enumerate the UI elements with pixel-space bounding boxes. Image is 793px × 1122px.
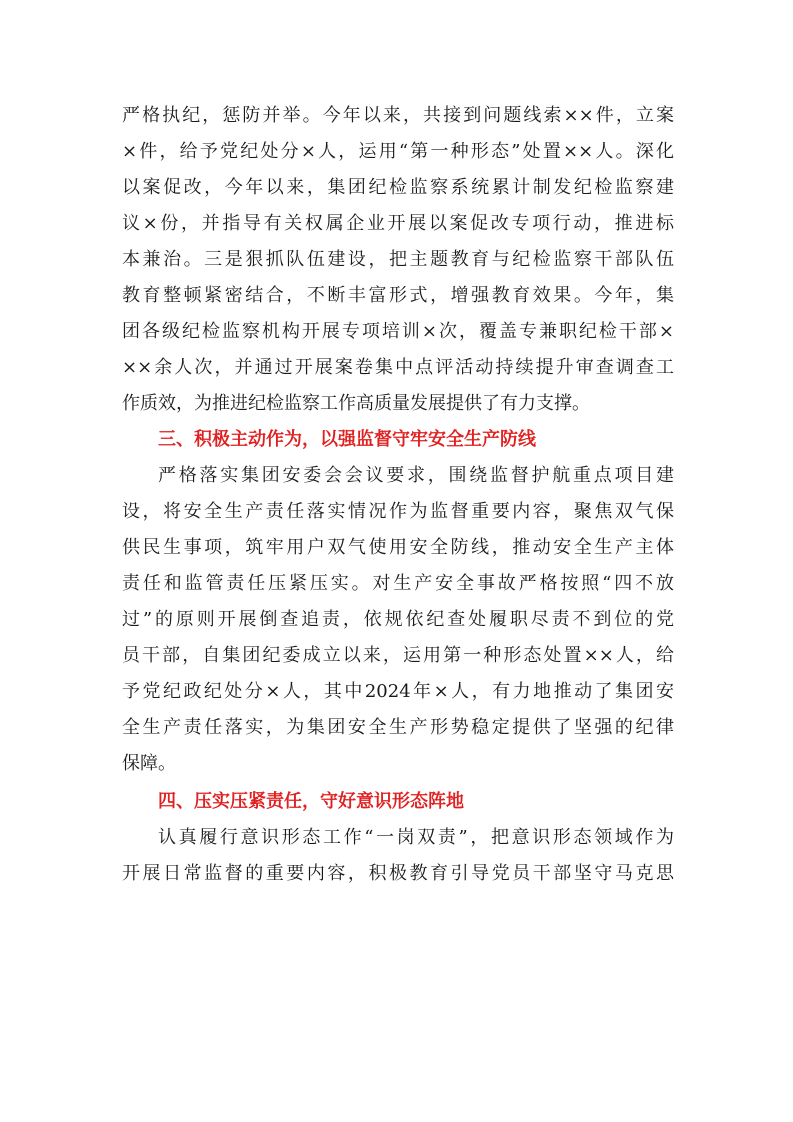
body-line: 责任和监管责任压紧压实。对生产安全事故严格按照“四不放 [122, 573, 674, 594]
body-line: 团各级纪检监察机构开展专项培训×次，覆盖专兼职纪检干部× [122, 321, 674, 342]
body-line: 作质效，为推进纪检监察工作高质量发展提供了有力支撑。 [122, 393, 590, 414]
body-line: 过”的原则开展倒查追责，依规依纪查处履职尽责不到位的党 [122, 609, 674, 630]
body-line: 设，将安全生产责任落实情况作为监督重要内容，聚焦双气保 [122, 501, 674, 522]
body-line: 供民生事项，筑牢用户双气使用安全防线，推动安全生产主体 [122, 537, 674, 558]
body-line: 严格执纪，惩防并举。今年以来，共接到问题线索××件，立案 [122, 105, 674, 126]
body-line: 全生产责任落实，为集团安全生产形势稳定提供了坚强的纪律 [122, 717, 674, 738]
body-line: 议×份，并指导有关权属企业开展以案促改专项行动，推进标 [122, 213, 674, 234]
body-line: ××余人次，并通过开展案卷集中点评活动持续提升审查调查工 [122, 357, 674, 378]
paragraph-first-line: 严格落实集团安委会会议要求，围绕监督护航重点项目建 [158, 465, 674, 486]
section-heading: 三、积极主动作为，以强监督守牢安全生产防线 [158, 429, 536, 450]
body-line: 开展日常监督的重要内容，积极教育引导党员干部坚守马克思 [122, 863, 674, 884]
paragraph-first-line: 认真履行意识形态工作“一岗双责”，把意识形态领域作为 [158, 827, 674, 848]
body-line: 教育整顿紧密结合，不断丰富形式，增强教育效果。今年，集 [122, 285, 674, 306]
section-heading: 四、压实压紧责任，守好意识形态阵地 [158, 791, 464, 812]
body-line: 予党纪政纪处分×人，其中2024年×人，有力地推动了集团安 [122, 681, 674, 702]
body-line: 以案促改，今年以来，集团纪检监察系统累计制发纪检监察建 [122, 177, 674, 198]
body-line: 本兼治。三是狠抓队伍建设，把主题教育与纪检监察干部队伍 [122, 249, 674, 270]
body-line: 员干部，自集团纪委成立以来，运用第一种形态处置××人，给 [122, 645, 674, 666]
body-line: 保障。 [122, 753, 176, 774]
body-line: ×件，给予党纪处分×人，运用“第一种形态”处置××人。深化 [122, 141, 674, 162]
